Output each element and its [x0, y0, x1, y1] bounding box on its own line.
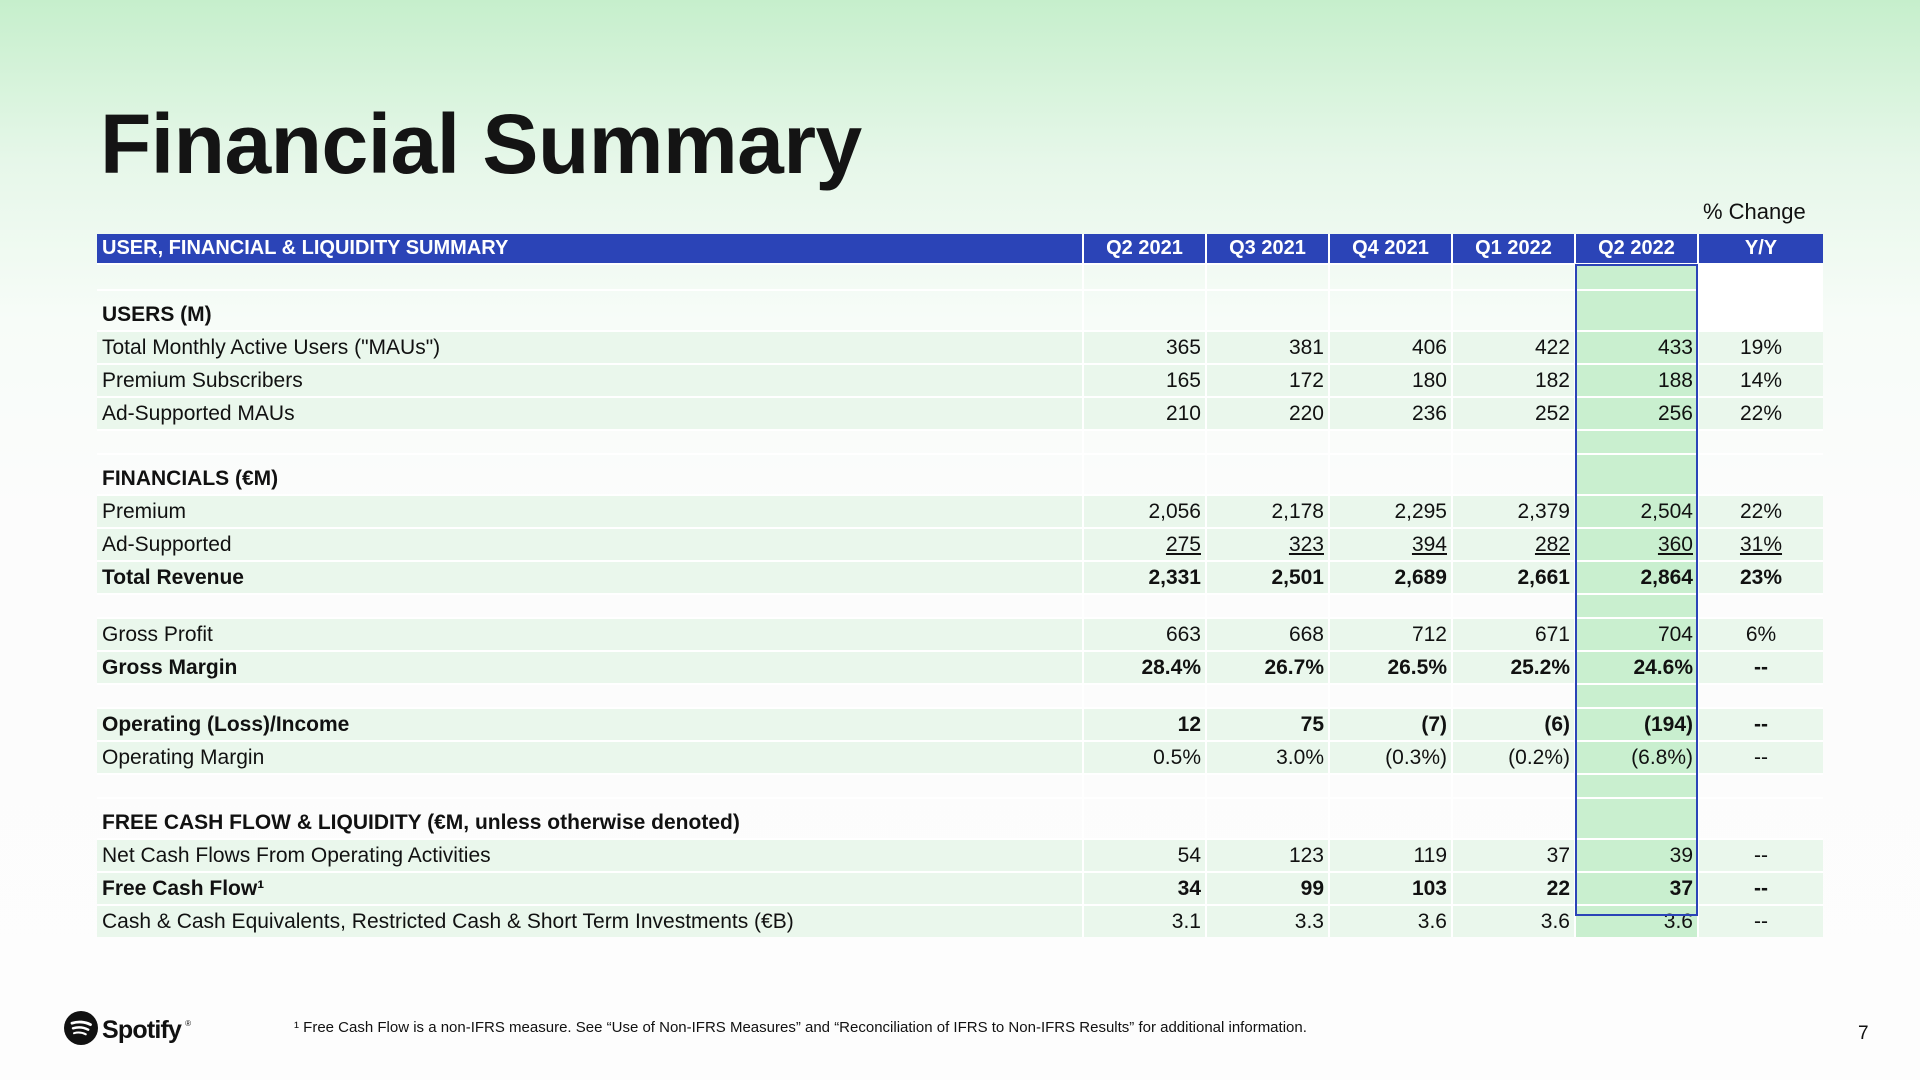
- cell-yy: --: [1698, 651, 1823, 684]
- cell-text: 275: [1165, 532, 1201, 556]
- cell-value: 365: [1083, 331, 1206, 364]
- cell-value: 704: [1575, 618, 1698, 651]
- cell-value: 2,504: [1575, 495, 1698, 528]
- cell-value: [1206, 528, 1329, 561]
- cell-value: 406: [1329, 331, 1452, 364]
- cell-yy: 19%: [1698, 331, 1823, 364]
- cell-value: (194): [1575, 708, 1698, 741]
- cell-value: 3.6: [1575, 905, 1698, 937]
- table-row: [97, 618, 1823, 651]
- section-label: USERS (M): [97, 290, 1083, 331]
- cell-value: (7): [1329, 708, 1452, 741]
- row-label: Gross Profit: [97, 618, 1083, 651]
- header-q2-2022: Q2 2022: [1575, 234, 1698, 264]
- financial-summary-table-wrap: [97, 234, 1823, 937]
- cell-value: 2,864: [1575, 561, 1698, 594]
- cell-value: 188: [1575, 364, 1698, 397]
- cell-value: 236: [1329, 397, 1452, 430]
- spacer-row: [97, 594, 1823, 618]
- cell-value: 123: [1206, 839, 1329, 872]
- cell-value: 172: [1206, 364, 1329, 397]
- row-label: Ad-Supported: [97, 528, 1083, 561]
- cell-value: 2,501: [1206, 561, 1329, 594]
- cell-yy: 14%: [1698, 364, 1823, 397]
- cell-yy: 6%: [1698, 618, 1823, 651]
- section-fcf: [97, 798, 1823, 839]
- cell-value: 26.5%: [1329, 651, 1452, 684]
- financial-summary-table: [97, 234, 1823, 937]
- cell-value: 54: [1083, 839, 1206, 872]
- pct-change-label: % Change: [1703, 199, 1806, 224]
- cell-value: 37: [1575, 872, 1698, 905]
- table-row: [97, 839, 1823, 872]
- cell-value: 2,056: [1083, 495, 1206, 528]
- cell-text: 360: [1657, 532, 1693, 556]
- cell-value: 2,178: [1206, 495, 1329, 528]
- spacer-row: [97, 264, 1823, 290]
- table-row: [97, 741, 1823, 774]
- cell-value: (6.8%): [1575, 741, 1698, 774]
- table-row: [97, 651, 1823, 684]
- cell-value: 2,295: [1329, 495, 1452, 528]
- cell-value: 24.6%: [1575, 651, 1698, 684]
- cell-value: 668: [1206, 618, 1329, 651]
- row-label: Premium Subscribers: [97, 364, 1083, 397]
- table-row: [97, 331, 1823, 364]
- cell-value: (0.2%): [1452, 741, 1575, 774]
- cell-value: 3.6: [1452, 905, 1575, 937]
- table-row: [97, 397, 1823, 430]
- row-label: Net Cash Flows From Operating Activities: [97, 839, 1083, 872]
- cell-text: 282: [1534, 532, 1570, 556]
- cell-value: 37: [1452, 839, 1575, 872]
- row-label: Operating (Loss)/Income: [97, 708, 1083, 741]
- cell-value: 2,379: [1452, 495, 1575, 528]
- cell-value: 34: [1083, 872, 1206, 905]
- footnote: ¹ Free Cash Flow is a non-IFRS measure. See “Use of Non-IFRS Measures” and “Reconciliation of IFRS to Non-IFRS Results” for additional information.: [294, 1019, 1307, 1036]
- cell-value: 663: [1083, 618, 1206, 651]
- section-label: FINANCIALS (€M): [97, 454, 1083, 495]
- header-q4-2021: Q4 2021: [1329, 234, 1452, 264]
- section-financials: [97, 454, 1823, 495]
- cell-value: 26.7%: [1206, 651, 1329, 684]
- spacer-row: [97, 430, 1823, 454]
- cell-text: 323: [1288, 532, 1324, 556]
- table-header-row: [97, 234, 1823, 264]
- cell-value: 422: [1452, 331, 1575, 364]
- header-summary: USER, FINANCIAL & LIQUIDITY SUMMARY: [97, 234, 1083, 264]
- cell-text: 394: [1411, 532, 1447, 556]
- cell-value: 0.5%: [1083, 741, 1206, 774]
- cell-value: 119: [1329, 839, 1452, 872]
- cell-value: 180: [1329, 364, 1452, 397]
- cell-value: 99: [1206, 872, 1329, 905]
- table-row: [97, 528, 1823, 561]
- cell-value: 252: [1452, 397, 1575, 430]
- row-label: Gross Margin: [97, 651, 1083, 684]
- header-q1-2022: Q1 2022: [1452, 234, 1575, 264]
- logo-trademark: ®: [185, 1019, 192, 1028]
- cell-yy: 22%: [1698, 397, 1823, 430]
- cell-yy: 23%: [1698, 561, 1823, 594]
- cell-value: 25.2%: [1452, 651, 1575, 684]
- cell-text: 31%: [1739, 532, 1783, 556]
- cell-value: [1575, 528, 1698, 561]
- section-label: FREE CASH FLOW & LIQUIDITY (€M, unless otherwise denoted): [97, 798, 1083, 839]
- cell-value: (0.3%): [1329, 741, 1452, 774]
- cell-yy: --: [1698, 872, 1823, 905]
- row-label: Total Monthly Active Users ("MAUs"): [97, 331, 1083, 364]
- spacer-row: [97, 774, 1823, 798]
- spotify-logo: [64, 1011, 191, 1050]
- cell-value: 712: [1329, 618, 1452, 651]
- cell-value: 2,689: [1329, 561, 1452, 594]
- table-row: [97, 872, 1823, 905]
- header-q2-2021: Q2 2021: [1083, 234, 1206, 264]
- spotify-icon: [64, 1011, 98, 1050]
- cell-yy: --: [1698, 839, 1823, 872]
- section-users: [97, 290, 1823, 331]
- row-label: Free Cash Flow¹: [97, 872, 1083, 905]
- cell-yy: --: [1698, 741, 1823, 774]
- cell-yy: 22%: [1698, 495, 1823, 528]
- cell-value: 433: [1575, 331, 1698, 364]
- table-row: [97, 561, 1823, 594]
- table-row: [97, 364, 1823, 397]
- cell-value: 3.6: [1329, 905, 1452, 937]
- cell-value: 3.3: [1206, 905, 1329, 937]
- row-label: Operating Margin: [97, 741, 1083, 774]
- cell-value: 22: [1452, 872, 1575, 905]
- cell-yy: --: [1698, 708, 1823, 741]
- cell-value: 12: [1083, 708, 1206, 741]
- slide-title: Financial Summary: [100, 97, 862, 191]
- cell-value: 2,661: [1452, 561, 1575, 594]
- cell-value: 182: [1452, 364, 1575, 397]
- header-q3-2021: Q3 2021: [1206, 234, 1329, 264]
- cell-value: 39: [1575, 839, 1698, 872]
- cell-value: 256: [1575, 397, 1698, 430]
- cell-value: 220: [1206, 397, 1329, 430]
- row-label: Total Revenue: [97, 561, 1083, 594]
- cell-value: (6): [1452, 708, 1575, 741]
- row-label: Cash & Cash Equivalents, Restricted Cash & Short Term Investments (€B): [97, 905, 1083, 937]
- table-row: [97, 905, 1823, 937]
- cell-value: 381: [1206, 331, 1329, 364]
- cell-value: [1329, 528, 1452, 561]
- cell-value: 671: [1452, 618, 1575, 651]
- cell-yy: --: [1698, 905, 1823, 937]
- table-row: [97, 708, 1823, 741]
- cell-value: 165: [1083, 364, 1206, 397]
- cell-value: [1452, 528, 1575, 561]
- row-label: Ad-Supported MAUs: [97, 397, 1083, 430]
- cell-value: 210: [1083, 397, 1206, 430]
- cell-value: 3.0%: [1206, 741, 1329, 774]
- cell-value: [1083, 528, 1206, 561]
- cell-value: 75: [1206, 708, 1329, 741]
- page-number: 7: [1858, 1023, 1869, 1044]
- cell-value: 103: [1329, 872, 1452, 905]
- spacer-row: [97, 684, 1823, 708]
- row-label: Premium: [97, 495, 1083, 528]
- cell-value: 2,331: [1083, 561, 1206, 594]
- cell-value: 3.1: [1083, 905, 1206, 937]
- logo-wordmark: Spotify: [102, 1016, 182, 1044]
- cell-yy: [1698, 528, 1823, 561]
- header-yy: Y/Y: [1698, 234, 1823, 264]
- table-row: [97, 495, 1823, 528]
- cell-value: 28.4%: [1083, 651, 1206, 684]
